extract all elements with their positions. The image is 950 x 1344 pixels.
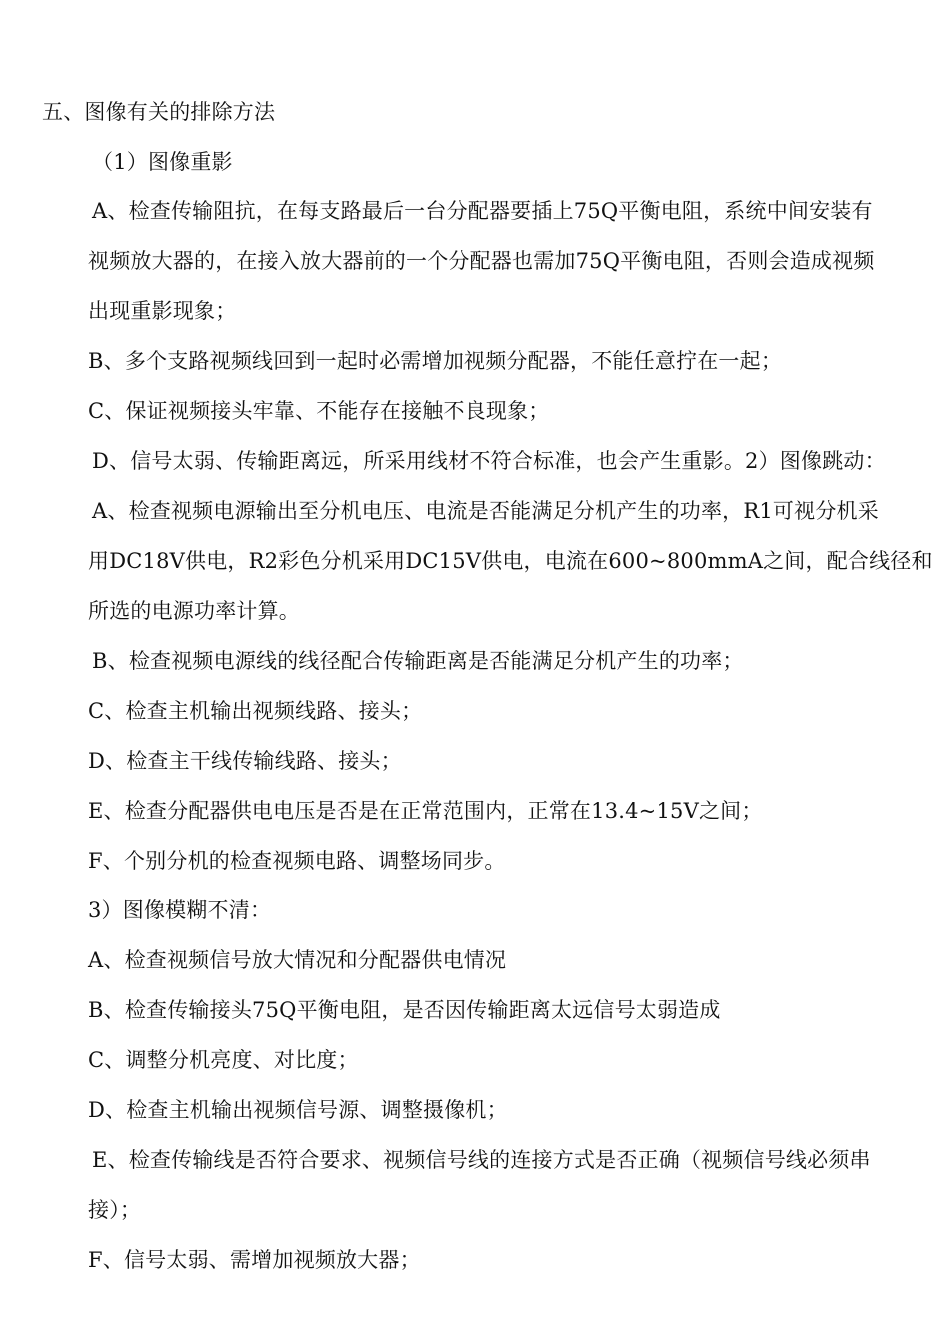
paragraph-line: B、多个支路视频线回到一起时必需增加视频分配器，不能任意拧在一起； xyxy=(88,349,783,373)
paragraph-line: F、个别分机的检查视频电路、调整场同步。 xyxy=(88,849,506,873)
paragraph-line: 所选的电源功率计算。 xyxy=(88,599,300,623)
paragraph-line: A、检查视频电源输出至分机电压、电流是否能满足分机产生的功率，R1可视分机采 xyxy=(92,499,879,523)
paragraph-line: 出现重影现象； xyxy=(88,299,237,323)
paragraph-line: B、检查视频电源线的线径配合传输距离是否能满足分机产生的功率； xyxy=(92,649,744,673)
subsection-title-ghosting: （1）图像重影 xyxy=(92,150,233,174)
paragraph-line: 用DC18V供电，R2彩色分机采用DC15V供电，电流在600~800mmA之间，配合线径和 xyxy=(88,549,933,573)
paragraph-line: D、信号太弱、传输距离远，所采用线材不符合标准，也会产生重影。2）图像跳动： xyxy=(92,449,886,473)
paragraph-line: E、检查传输线是否符合要求、视频信号线的连接方式是否正确（视频信号线必须串 xyxy=(92,1148,871,1172)
paragraph-line: D、检查主干线传输线路、接头； xyxy=(88,749,402,773)
paragraph-line: E、检查分配器供电电压是否是在正常范围内，正常在13.4~15V之间； xyxy=(88,799,763,823)
paragraph-line: A、检查传输阻抗，在每支路最后一台分配器要插上75Q平衡电阻，系统中间安装有 xyxy=(92,199,873,223)
paragraph-line: F、信号太弱、需增加视频放大器； xyxy=(88,1248,421,1272)
paragraph-line: C、调整分机亮度、对比度； xyxy=(88,1048,359,1072)
paragraph-line: C、保证视频接头牢靠、不能存在接触不良现象； xyxy=(88,399,550,423)
paragraph-line: A、检查视频信号放大情况和分配器供电情况 xyxy=(88,948,507,972)
section-title: 五、图像有关的排除方法 xyxy=(42,100,276,124)
paragraph-line: C、检查主机输出视频线路、接头； xyxy=(88,699,423,723)
paragraph-line: 接）； xyxy=(88,1198,142,1222)
paragraph-line: D、检查主机输出视频信号源、调整摄像机； xyxy=(88,1098,508,1122)
paragraph-line: B、检查传输接头75Q平衡电阻，是否因传输距离太远信号太弱造成 xyxy=(88,998,721,1022)
subsection-title-blur: 3）图像模糊不清： xyxy=(88,898,272,922)
paragraph-line: 视频放大器的，在接入放大器前的一个分配器也需加75Q平衡电阻，否则会造成视频 xyxy=(88,249,875,273)
